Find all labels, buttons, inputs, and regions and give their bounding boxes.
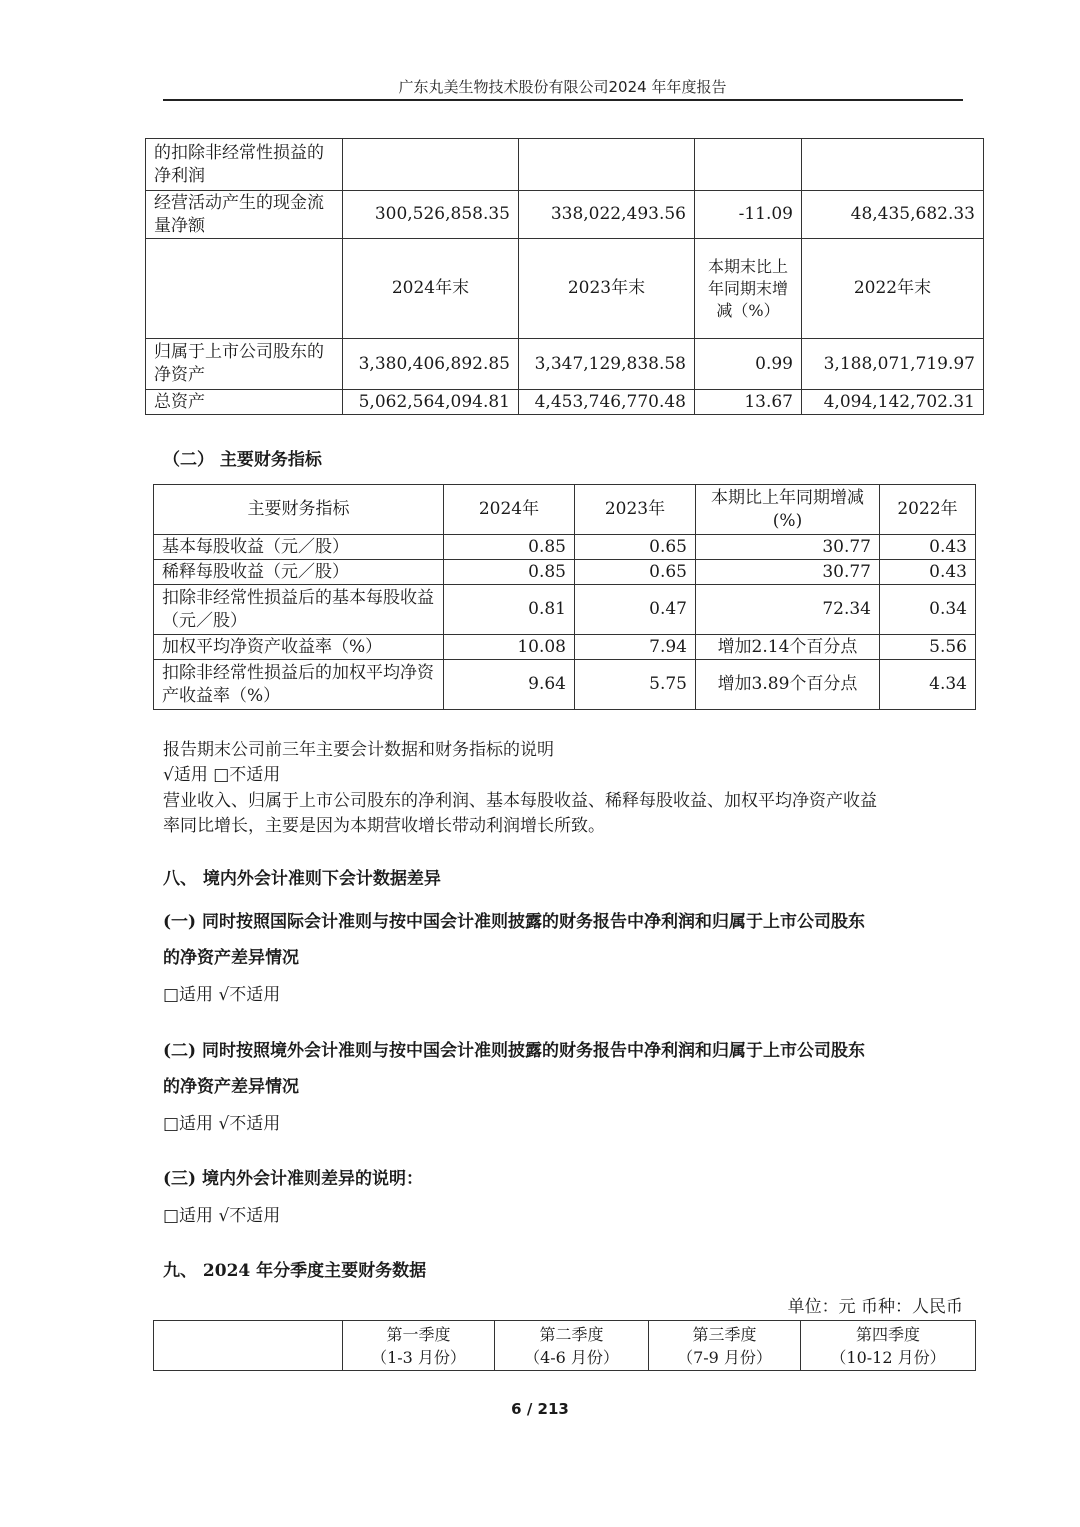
cell: 338,022,493.56	[519, 191, 695, 239]
subsection-heading: (一) 同时按照国际会计准则与按中国会计准则披露的财务报告中净利润和归属于上市公司股东	[163, 912, 866, 932]
cell: 0.43	[880, 535, 976, 560]
cell: 0.99	[695, 339, 802, 390]
cell: 300,526,858.35	[343, 191, 519, 239]
applicability-checkbox: □适用 √不适用	[163, 1114, 281, 1134]
row-label: 归属于上市公司股东的净资产	[146, 339, 343, 390]
column-header: 第四季度 （10-12 月份）	[801, 1321, 976, 1371]
cell: 5.75	[575, 660, 696, 710]
cell	[802, 139, 984, 191]
column-header: 本期比上年同期增减(%)	[696, 485, 880, 535]
applicability-checkbox: □适用 √不适用	[163, 985, 281, 1005]
column-header: 2022年	[880, 485, 976, 535]
cell: 30.77	[696, 560, 880, 585]
section-heading: 八、 境内外会计准则下会计数据差异	[163, 869, 441, 889]
row-label: 经营活动产生的现金流量净额	[146, 191, 343, 239]
cell: 0.81	[444, 585, 575, 635]
table-header-row	[154, 485, 976, 535]
cell	[695, 139, 802, 191]
applicability-checkbox: √适用 □不适用	[163, 765, 281, 785]
column-header: 主要财务指标	[154, 485, 444, 535]
table-row	[154, 585, 976, 635]
column-header: 2023年末	[519, 239, 695, 339]
column-header: 第一季度 （1-3 月份）	[343, 1321, 495, 1371]
row-label: 的扣除非经常性损益的净利润	[146, 139, 343, 191]
cell: 72.34	[696, 585, 880, 635]
row-label: 加权平均净资产收益率（%）	[154, 635, 444, 660]
cell: 30.77	[696, 535, 880, 560]
cell: 增加3.89个百分点	[696, 660, 880, 710]
table-header-row	[146, 239, 984, 339]
table-row	[146, 191, 984, 239]
row-label: 扣除非经常性损益后的加权平均净资产收益率（%）	[154, 660, 444, 710]
cell: 7.94	[575, 635, 696, 660]
cell: 0.47	[575, 585, 696, 635]
cell: 5.56	[880, 635, 976, 660]
cell: 4.34	[880, 660, 976, 710]
cell: 13.67	[695, 390, 802, 415]
subsection-heading: (三) 境内外会计准则差异的说明：	[163, 1169, 424, 1189]
column-header: 第二季度 （4-6 月份）	[495, 1321, 649, 1371]
subsection-heading: 的净资产差异情况	[163, 948, 299, 968]
table-row	[154, 660, 976, 710]
table-row	[154, 560, 976, 585]
quarterly-data-table	[153, 1320, 976, 1371]
cell	[154, 1321, 343, 1371]
unit-label: 单位：元 币种：人民币	[787, 1297, 963, 1317]
row-label: 稀释每股收益（元／股）	[154, 560, 444, 585]
column-header: 2023年	[575, 485, 696, 535]
cell	[343, 139, 519, 191]
cell: 5,062,564,094.81	[343, 390, 519, 415]
column-header: 本期末比上年同期末增减（%）	[695, 239, 802, 339]
cell: -11.09	[695, 191, 802, 239]
cell: 48,435,682.33	[802, 191, 984, 239]
page-header: 广东丸美生物技术股份有限公司2024 年年度报告	[398, 78, 727, 96]
cell: 3,380,406,892.85	[343, 339, 519, 390]
explain-text-line: 营业收入、归属于上市公司股东的净利润、基本每股收益、稀释每股收益、加权平均净资产收益	[163, 791, 877, 811]
cell: 0.85	[444, 535, 575, 560]
table-row	[146, 339, 984, 390]
cell: 0.43	[880, 560, 976, 585]
column-header: 2024年	[444, 485, 575, 535]
applicability-checkbox: □适用 √不适用	[163, 1206, 281, 1226]
section-heading: （二） 主要财务指标	[163, 450, 322, 470]
section-heading: 九、 2024 年分季度主要财务数据	[163, 1261, 427, 1281]
cell: 4,094,142,702.31	[802, 390, 984, 415]
cell: 0.34	[880, 585, 976, 635]
table-row	[146, 390, 984, 415]
accounting-data-table	[145, 138, 984, 415]
cell: 3,347,129,838.58	[519, 339, 695, 390]
subsection-heading: 的净资产差异情况	[163, 1077, 299, 1097]
cell	[146, 239, 343, 339]
cell: 0.65	[575, 535, 696, 560]
cell: 3,188,071,719.97	[802, 339, 984, 390]
cell: 4,453,746,770.48	[519, 390, 695, 415]
row-label: 扣除非经常性损益后的基本每股收益（元／股）	[154, 585, 444, 635]
cell: 0.85	[444, 560, 575, 585]
financial-indicators-table	[153, 484, 976, 710]
cell: 增加2.14个百分点	[696, 635, 880, 660]
page-number: 6 / 213	[511, 1400, 569, 1418]
column-header: 2022年末	[802, 239, 984, 339]
table-header-row	[154, 1321, 976, 1371]
row-label: 总资产	[146, 390, 343, 415]
subsection-heading: (二) 同时按照境外会计准则与按中国会计准则披露的财务报告中净利润和归属于上市公司股东	[163, 1041, 866, 1061]
row-label: 基本每股收益（元／股）	[154, 535, 444, 560]
table-row	[154, 535, 976, 560]
table-row	[154, 635, 976, 660]
cell	[519, 139, 695, 191]
explain-text-line: 率同比增长，主要是因为本期营收增长带动利润增长所致。	[163, 816, 605, 836]
cell: 9.64	[444, 660, 575, 710]
table-row	[146, 139, 984, 191]
column-header: 2024年末	[343, 239, 519, 339]
explain-title: 报告期末公司前三年主要会计数据和财务指标的说明	[163, 740, 554, 760]
cell: 10.08	[444, 635, 575, 660]
header-rule	[163, 99, 963, 101]
cell: 0.65	[575, 560, 696, 585]
column-header: 第三季度 （7-9 月份）	[649, 1321, 801, 1371]
